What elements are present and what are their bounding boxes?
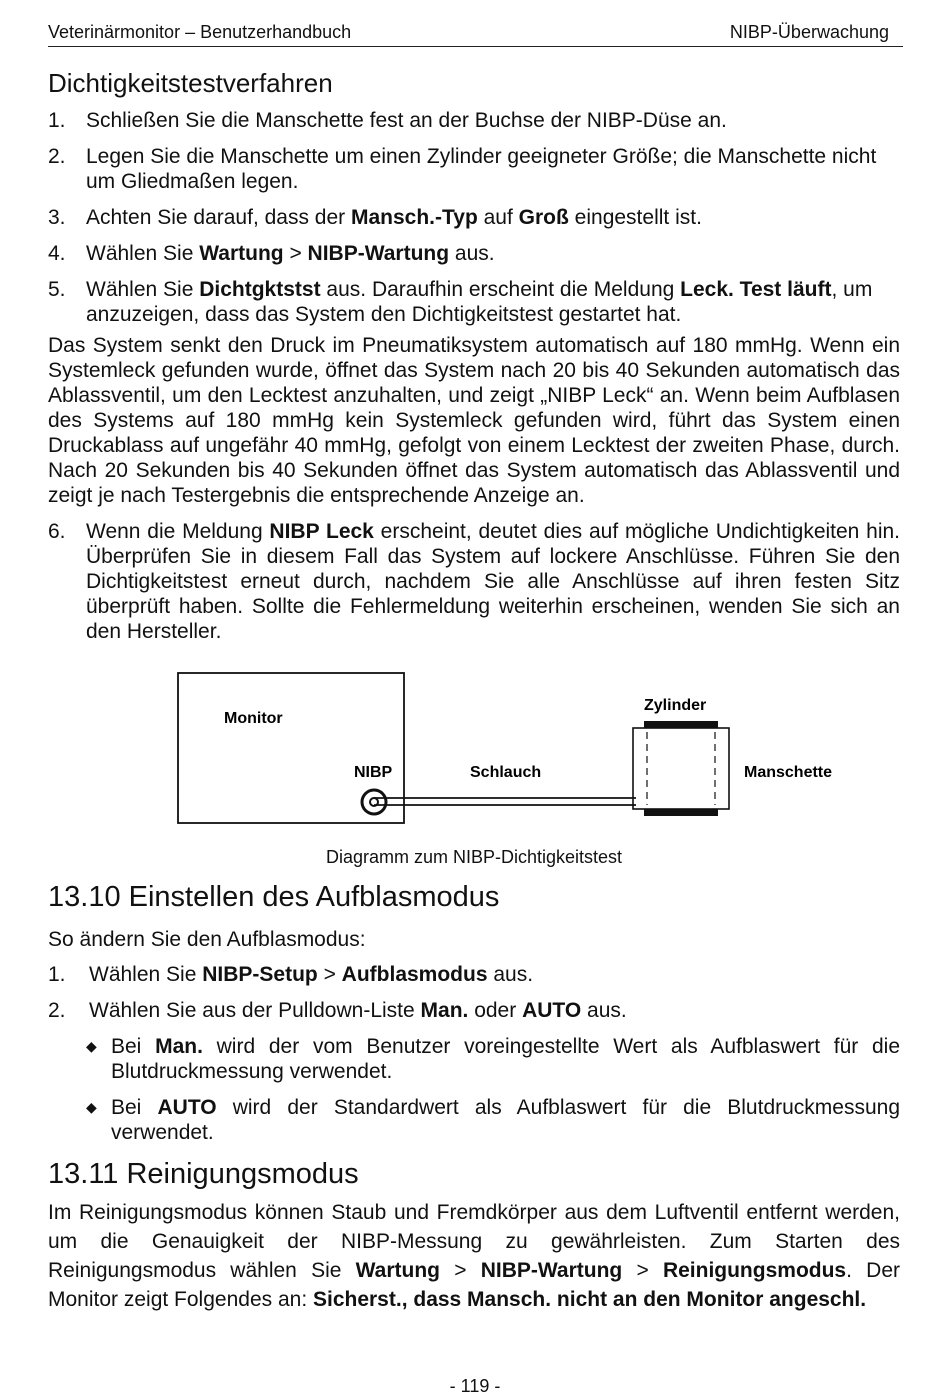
bold-term: NIBP-Wartung bbox=[480, 1259, 623, 1282]
bold-term: Reinigungsmodus bbox=[662, 1259, 847, 1282]
cylinder-bottom-cap bbox=[644, 809, 718, 816]
inflation-mode-steps bbox=[48, 962, 900, 1023]
leak-test-paragraph: Das System senkt den Druck im Pneumatiksystem automatisch auf 180 mmHg. Wenn ein Systemleck gefunden wurde, öffnet das System nach 20 bis 40 Sekunden automatisch das Ablassventil, um den Lecktest anzuhalten, und zeigt „NIBP Leck“ an. Wenn beim Aufblasen des Systems auf 180 mmHg kein Systemleck gefunden wird, führt das System einen Druckablass auf ungefähr 40 mmHg, gefolgt von einem Lecktest der zweiten Phase, durch. Nach 20 Sekunden bis 40 Sekunden öffnet das System automatisch das Ablassventil und zeigt je nach Testergebnis die entsprechende Anzeige an. bbox=[48, 334, 900, 507]
step-number: 1. bbox=[48, 963, 66, 986]
page-number: - 119 - bbox=[449, 1376, 501, 1396]
leak-step-1 bbox=[48, 108, 900, 133]
bold-term: Mansch.-Typ bbox=[351, 206, 478, 229]
leak-step-4 bbox=[48, 241, 900, 266]
inflation-mode-bullets bbox=[48, 1034, 900, 1145]
bold-term: Man. bbox=[420, 999, 469, 1022]
bullet-manual bbox=[48, 1034, 900, 1084]
bold-term: Wartung bbox=[199, 242, 284, 265]
step-text: Wenn die Meldung NIBP Leck erscheint, deutet dies auf mögliche Undichtigkeiten hin. Überprüfen Sie in diesem Fall das System auf lockere Anschlüsse. Führen Sie den Dichtigkeitstest erneut durch, nachdem Sie alle Anschlüsse auf ihren festen Sitz überprüft haben. Sollte die Fehlermeldung weiterhin erscheinen, wenden Sie sich an den Hersteller. bbox=[86, 520, 901, 643]
step-text: Achten Sie darauf, dass der Mansch.-Typ auf Groß eingestellt ist. bbox=[86, 206, 702, 229]
diagram-svg bbox=[48, 664, 900, 834]
section-1311-heading: 13.11 Reinigungsmodus bbox=[48, 1158, 359, 1190]
section-1311-paragraph: Im Reinigungsmodus können Staub und Fremdkörper aus dem Luftventil entfernt werden, um die Genauigkeit der NIBP-Messung zu gewährleisten. Zum Starten des Reinigungsmodus wählen Sie Wartung > NIBP-Wartung > Reinigungsmodus. Der Monitor zeigt Folgendes an: Sicherst., dass Mansch. nicht an den Monitor angeschl. bbox=[48, 1201, 900, 1311]
leak-step-5 bbox=[48, 277, 900, 327]
section-1310-intro: So ändern Sie den Aufblasmodus: bbox=[48, 928, 366, 951]
step-text: Wählen Sie Dichtgktstst aus. Daraufhin erscheint die Meldung Leck. Test läuft, um anzuzeigen, dass das System den Dichtigkeitstest gestartet hat. bbox=[86, 278, 873, 326]
step-text: Schließen Sie die Manschette fest an der Buchse der NIBP-Düse an. bbox=[86, 109, 727, 132]
step-number: 3. bbox=[48, 206, 66, 229]
leak-step-6 bbox=[48, 519, 900, 644]
bold-term: NIBP Leck bbox=[269, 520, 374, 543]
leak-test-diagram bbox=[48, 664, 900, 834]
bold-term: Wartung bbox=[355, 1259, 441, 1282]
diamond-bullet-icon: ◆ bbox=[86, 1038, 97, 1054]
leak-test-heading: Dichtigkeitstestverfahren bbox=[48, 68, 333, 98]
step-number: 1. bbox=[48, 109, 66, 132]
bold-term: Aufblasmodus bbox=[341, 963, 488, 986]
step-number: 4. bbox=[48, 242, 66, 265]
header-chapter-title: NIBP-Überwachung bbox=[729, 22, 889, 42]
step-number: 6. bbox=[48, 520, 66, 543]
page-header bbox=[48, 20, 903, 47]
bullet-text: Bei Man. wird der vom Benutzer voreingestellte Wert als Aufblaswert für die Blutdruckmessung verwendet. bbox=[111, 1035, 901, 1083]
bold-term: AUTO bbox=[157, 1096, 217, 1119]
bold-term: Sicherst., dass Mansch. nicht an den Monitor angeschl. bbox=[312, 1288, 867, 1311]
nibp-label: NIBP bbox=[354, 764, 393, 781]
inflation-step-2 bbox=[48, 998, 900, 1023]
diagram-caption: Diagramm zum NIBP-Dichtigkeitstest bbox=[325, 847, 623, 867]
step-number: 2. bbox=[48, 145, 66, 168]
step-text: Legen Sie die Manschette um einen Zylinder geeigneter Größe; die Manschette nicht um Gliedmaßen legen. bbox=[86, 145, 877, 193]
cylinder-top-cap bbox=[644, 721, 718, 728]
bold-term: AUTO bbox=[522, 999, 582, 1022]
bold-term: Man. bbox=[155, 1035, 203, 1058]
bold-term: Groß bbox=[518, 206, 569, 229]
nibp-connector-icon bbox=[362, 790, 386, 814]
step-text: Wählen Sie Wartung > NIBP-Wartung aus. bbox=[86, 242, 495, 265]
step-number: 5. bbox=[48, 278, 66, 301]
bold-term: Leck. Test läuft bbox=[680, 278, 832, 301]
cuff-label: Manschette bbox=[744, 764, 833, 781]
diamond-bullet-icon: ◆ bbox=[86, 1099, 97, 1115]
header-manual-title: Veterinärmonitor – Benutzerhandbuch bbox=[48, 22, 352, 42]
inflation-step-1 bbox=[48, 962, 900, 987]
hose-label: Schlauch bbox=[470, 764, 542, 781]
leak-step-2 bbox=[48, 144, 900, 194]
bold-term: Dichtgktstst bbox=[199, 278, 321, 301]
step-text: Wählen Sie aus der Pulldown-Liste Man. oder AUTO aus. bbox=[89, 999, 627, 1022]
step-text: Wählen Sie NIBP-Setup > Aufblasmodus aus. bbox=[89, 963, 534, 986]
bold-term: NIBP-Setup bbox=[202, 963, 318, 986]
leak-test-steps-continued bbox=[48, 519, 900, 644]
bold-term: NIBP-Wartung bbox=[307, 242, 450, 265]
leak-step-3 bbox=[48, 205, 900, 230]
step-number: 2. bbox=[48, 999, 66, 1022]
bullet-text: Bei AUTO wird der Standardwert als Aufblaswert für die Blutdruckmessung verwendet. bbox=[111, 1096, 901, 1144]
bullet-auto bbox=[48, 1095, 900, 1145]
monitor-label: Monitor bbox=[224, 710, 283, 727]
section-1310-heading: 13.10 Einstellen des Aufblasmodus bbox=[48, 881, 500, 913]
cylinder-label: Zylinder bbox=[644, 697, 707, 714]
page-content bbox=[48, 64, 900, 1324]
leak-test-steps bbox=[48, 108, 900, 327]
